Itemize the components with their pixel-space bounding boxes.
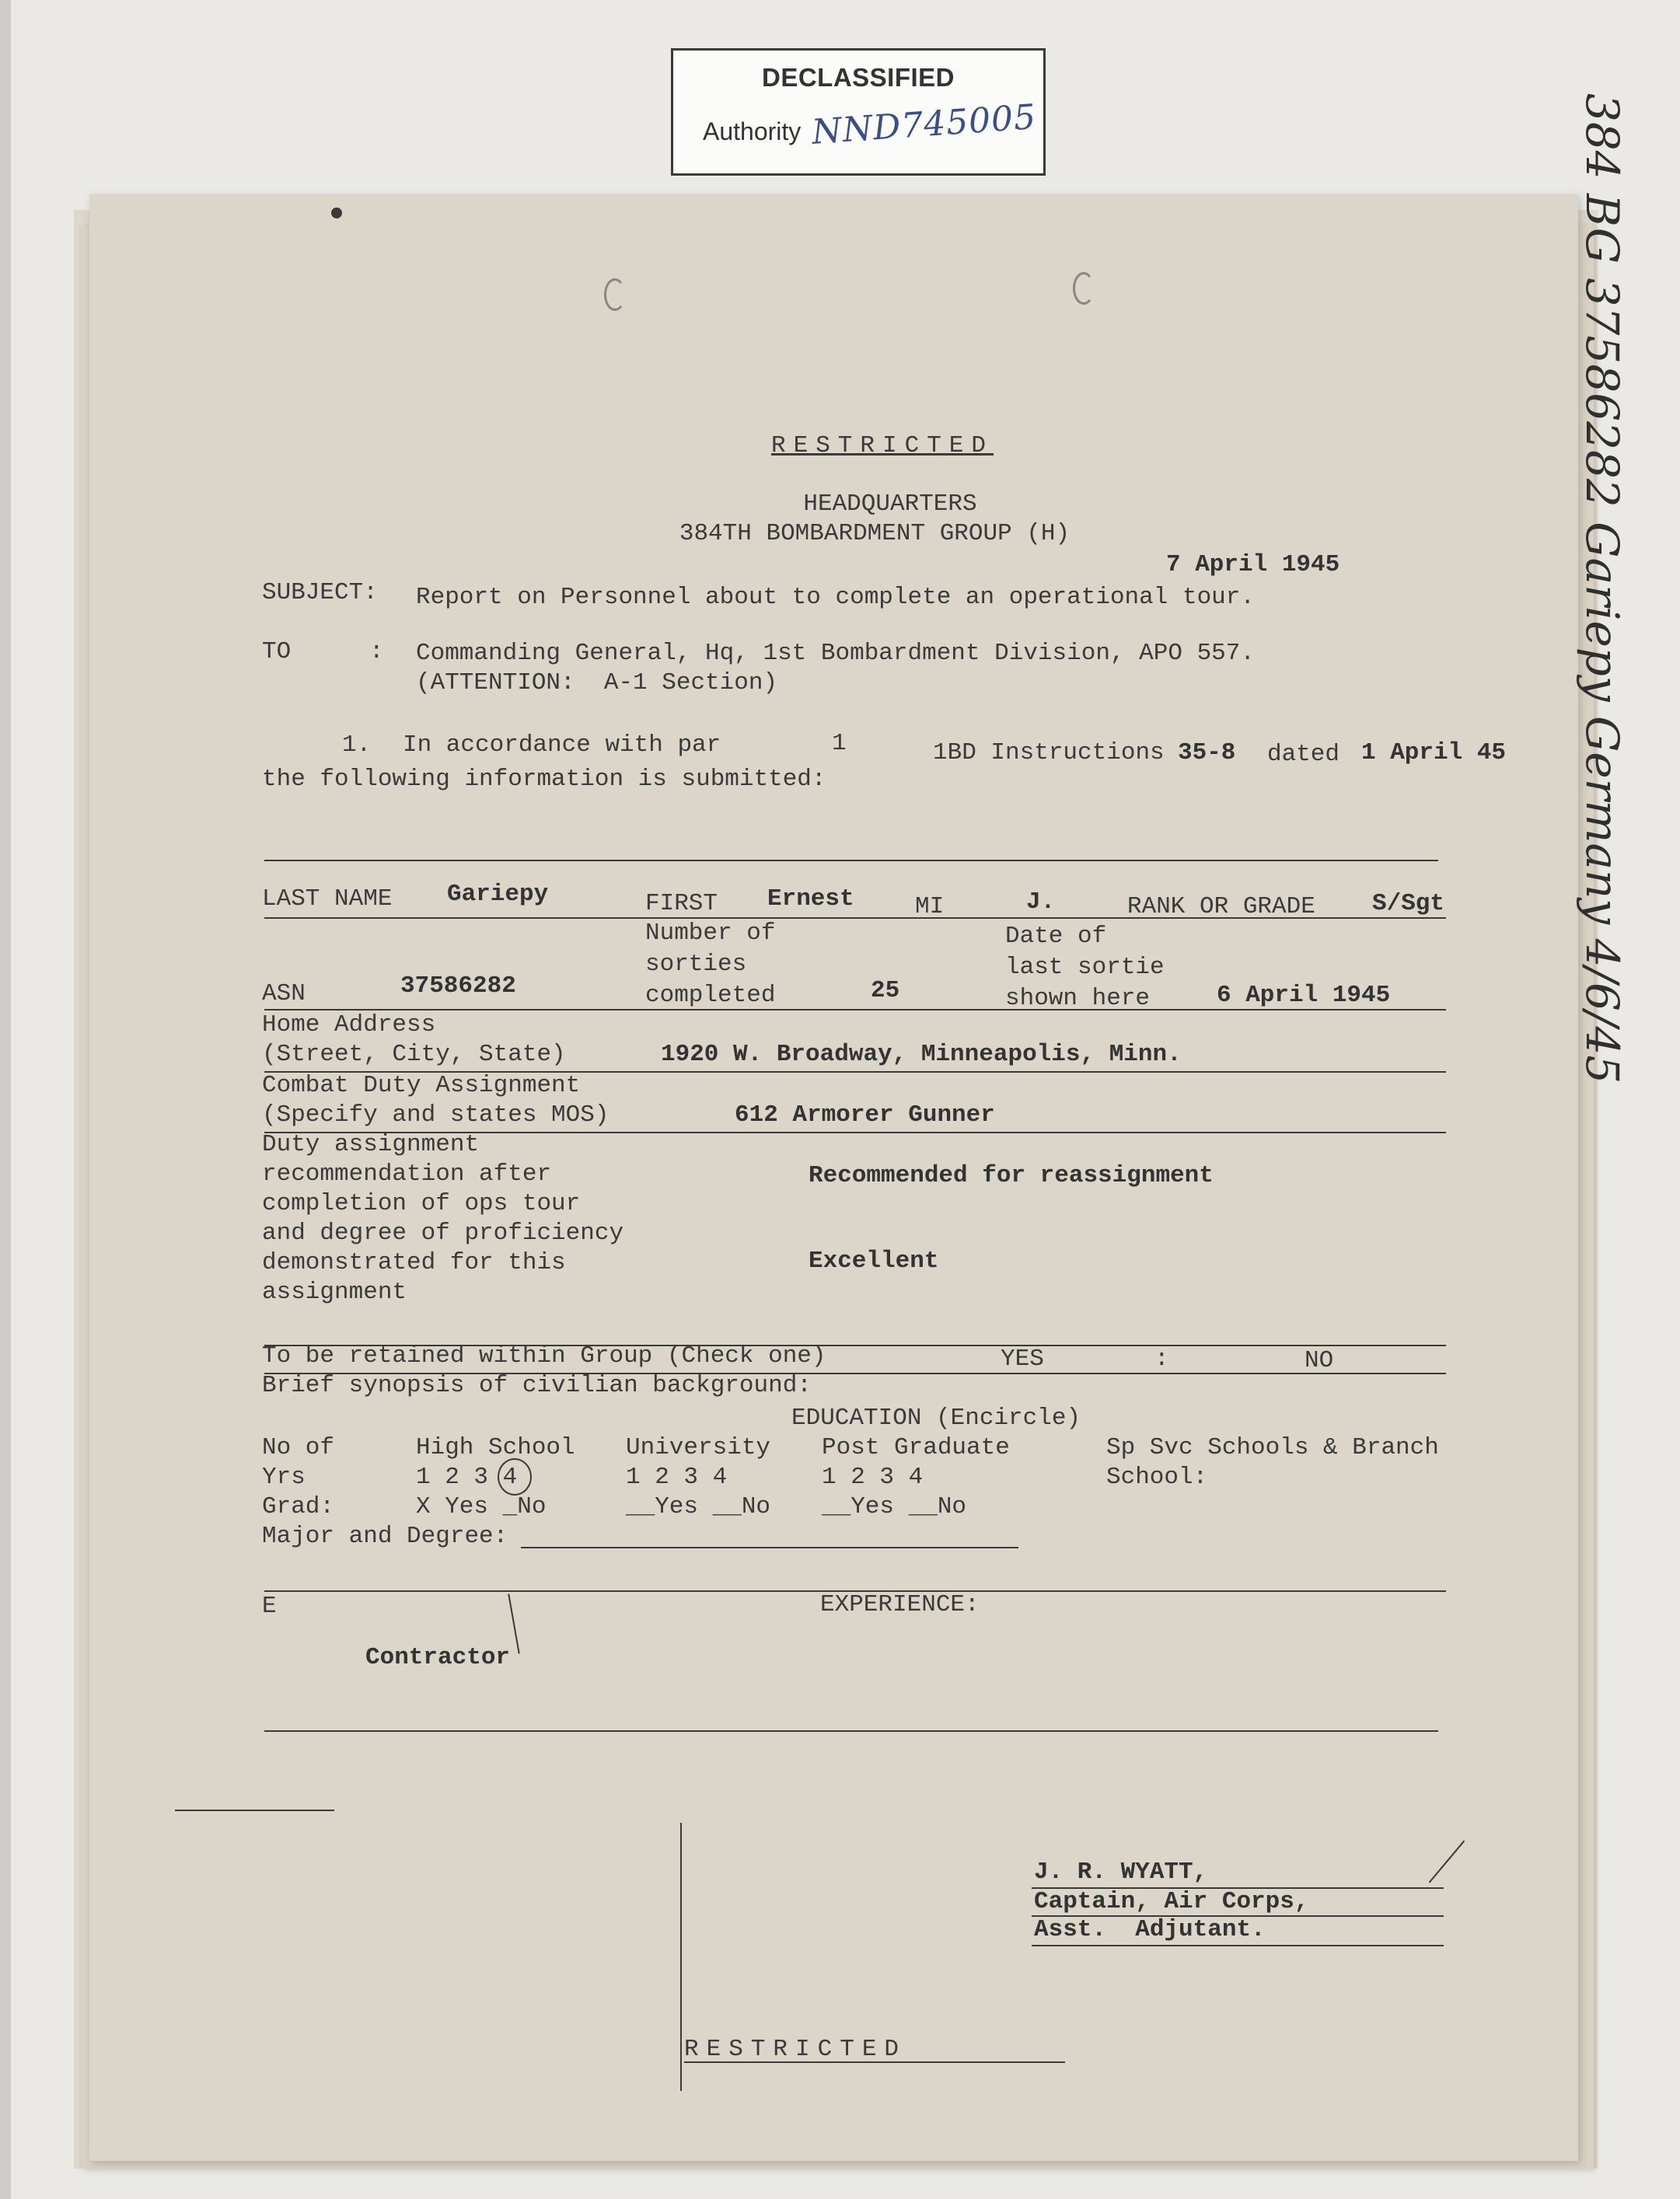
high-school-grad: X Yes _No [416,1493,547,1520]
sorties-label-3: completed [645,982,776,1009]
stray-mark [175,1810,334,1811]
asn-label: ASN [262,980,306,1007]
sorties-label-2: sorties [645,951,747,978]
combat-assignment-label-1: Combat Duty Assignment [262,1072,581,1099]
sp-svc-label-1: Sp Svc Schools & Branch [1106,1434,1439,1461]
document-page [89,194,1578,2161]
to-colon: : [369,638,384,665]
paragraph-instruction-number: 35-8 [1178,739,1236,766]
university-label: University [626,1434,771,1461]
retained-yes: YES [1001,1346,1044,1373]
rank-value: S/Sgt [1372,890,1445,917]
first-name-value: Ernest [767,885,854,913]
last-name-value: Gariepy [447,881,549,908]
signature-line-2: Captain, Air Corps, [1034,1888,1309,1915]
retained-label: To be retained within Group (Check one) [262,1342,826,1370]
to-line-1: Commanding General, Hq, 1st Bombardment Division, APO 557. [416,640,1255,667]
proficiency-value: Excellent [809,1248,939,1275]
rule-asn-row [264,1009,1446,1010]
mi-value: J. [1026,888,1056,916]
paragraph-par-number: 1 [832,730,847,757]
rank-label: RANK OR GRADE [1127,893,1315,920]
to-line-2: (ATTENTION: A-1 Section) [416,669,778,696]
university-grad: __Yes __No [626,1493,771,1520]
classification-bottom-underline [684,2061,1065,2063]
synopsis-label: Brief synopsis of civilian background: [262,1372,812,1399]
last-sortie-label-3: shown here [1005,985,1151,1012]
last-sortie-value: 6 April 1945 [1217,982,1391,1009]
post-graduate-grad: __Yes __No [822,1493,967,1520]
ink-dot [331,208,342,218]
home-address-label-2: (Street, City, State) [262,1041,566,1068]
rule-experience-bottom [264,1730,1438,1732]
paragraph-number: 1. [342,731,372,759]
signature-rule-3 [1032,1945,1444,1946]
high-school-years: 1 2 3 4 [416,1464,518,1491]
sorties-label-1: Number of [645,920,776,947]
education-label: EDUCATION (Encircle) [791,1405,1081,1432]
vertical-pen-mark [680,1823,682,2091]
classification-bottom: RESTRICTED [684,2036,907,2063]
rule-name-row [264,917,1446,919]
subject-text: Report on Personnel about to complete an operational tour. [416,584,1255,611]
declassified-stamp [671,48,1046,176]
grad-label: Grad: [262,1493,335,1520]
post-graduate-years: 1 2 3 4 [822,1464,924,1491]
hq-line-1: HEADQUARTERS [803,490,977,518]
e-label: E [262,1593,277,1620]
punch-hole-mark [1073,272,1095,305]
duty-label-1: Duty assignment [262,1131,480,1158]
stamp-heading: DECLASSIFIED [761,63,955,92]
document-date: 7 April 1945 [1166,551,1340,578]
asn-value: 37586282 [400,972,516,1000]
stamp-authority-number: NND745005 [810,96,1038,153]
classification-top: RESTRICTED [770,432,994,459]
major-degree-line [521,1547,1018,1548]
stamp-authority-label: Authority [703,117,802,145]
duty-label-2: recommendation after [262,1161,552,1188]
duty-label-5: demonstrated for this [262,1249,566,1276]
last-sortie-label-2: last sortie [1005,954,1165,981]
paragraph-date: 1 April 45 [1361,739,1507,766]
experience-value: Contractor [365,1644,511,1671]
scan-edge [0,0,11,2199]
paragraph-text-1: In accordance with par [403,731,721,759]
experience-label: EXPERIENCE: [820,1591,980,1618]
duty-label-3: completion of ops tour [262,1190,581,1217]
high-school-year-circle [498,1458,532,1496]
university-years: 1 2 3 4 [626,1464,728,1491]
last-sortie-label-1: Date of [1005,923,1107,950]
signature-check-mark [1429,1841,1465,1883]
sorties-value: 25 [871,977,900,1004]
subject-label: SUBJECT: [262,579,378,606]
form-top-rule [264,860,1438,861]
duty-recommendation-value: Recommended for reassignment [809,1162,1214,1189]
to-label: TO [262,638,292,665]
signature-line-3: Asst. Adjutant. [1034,1916,1266,1943]
retained-no: NO [1305,1347,1334,1374]
high-school-label: High School [416,1434,575,1461]
duty-label-4: and degree of proficiency [262,1220,624,1247]
yrs-label: Yrs [262,1464,306,1491]
combat-assignment-label-2: (Specify and states MOS) [262,1101,609,1129]
first-name-label: FIRST [645,890,718,917]
home-address-label-1: Home Address [262,1011,436,1038]
paragraph-dated: dated [1267,741,1340,768]
home-address-value: 1920 W. Broadway, Minneapolis, Minn. [661,1041,1182,1068]
punch-hole-mark [604,278,626,311]
mi-label: MI [915,893,945,920]
duty-label-6: assignment [262,1279,407,1306]
combat-assignment-value: 612 Armorer Gunner [735,1101,995,1129]
last-name-label: LAST NAME [262,885,393,913]
retained-colon: : [1154,1346,1169,1373]
signature-line-1: J. R. WYATT, [1034,1859,1208,1886]
paragraph-instructions: 1BD Instructions [933,739,1165,766]
sp-svc-label-2: School: [1106,1464,1208,1491]
no-of-label: No of [262,1434,335,1461]
major-degree-label: Major and Degree: [262,1523,508,1550]
handwritten-margin-note: 384 BG 37586282 Gariepy Germany 4/6/45 [1576,93,1629,1084]
paragraph-text-2: the following information is submitted: [262,766,826,793]
hq-line-2: 384TH BOMBARDMENT GROUP (H) [679,520,1071,547]
post-graduate-label: Post Graduate [822,1434,1010,1461]
